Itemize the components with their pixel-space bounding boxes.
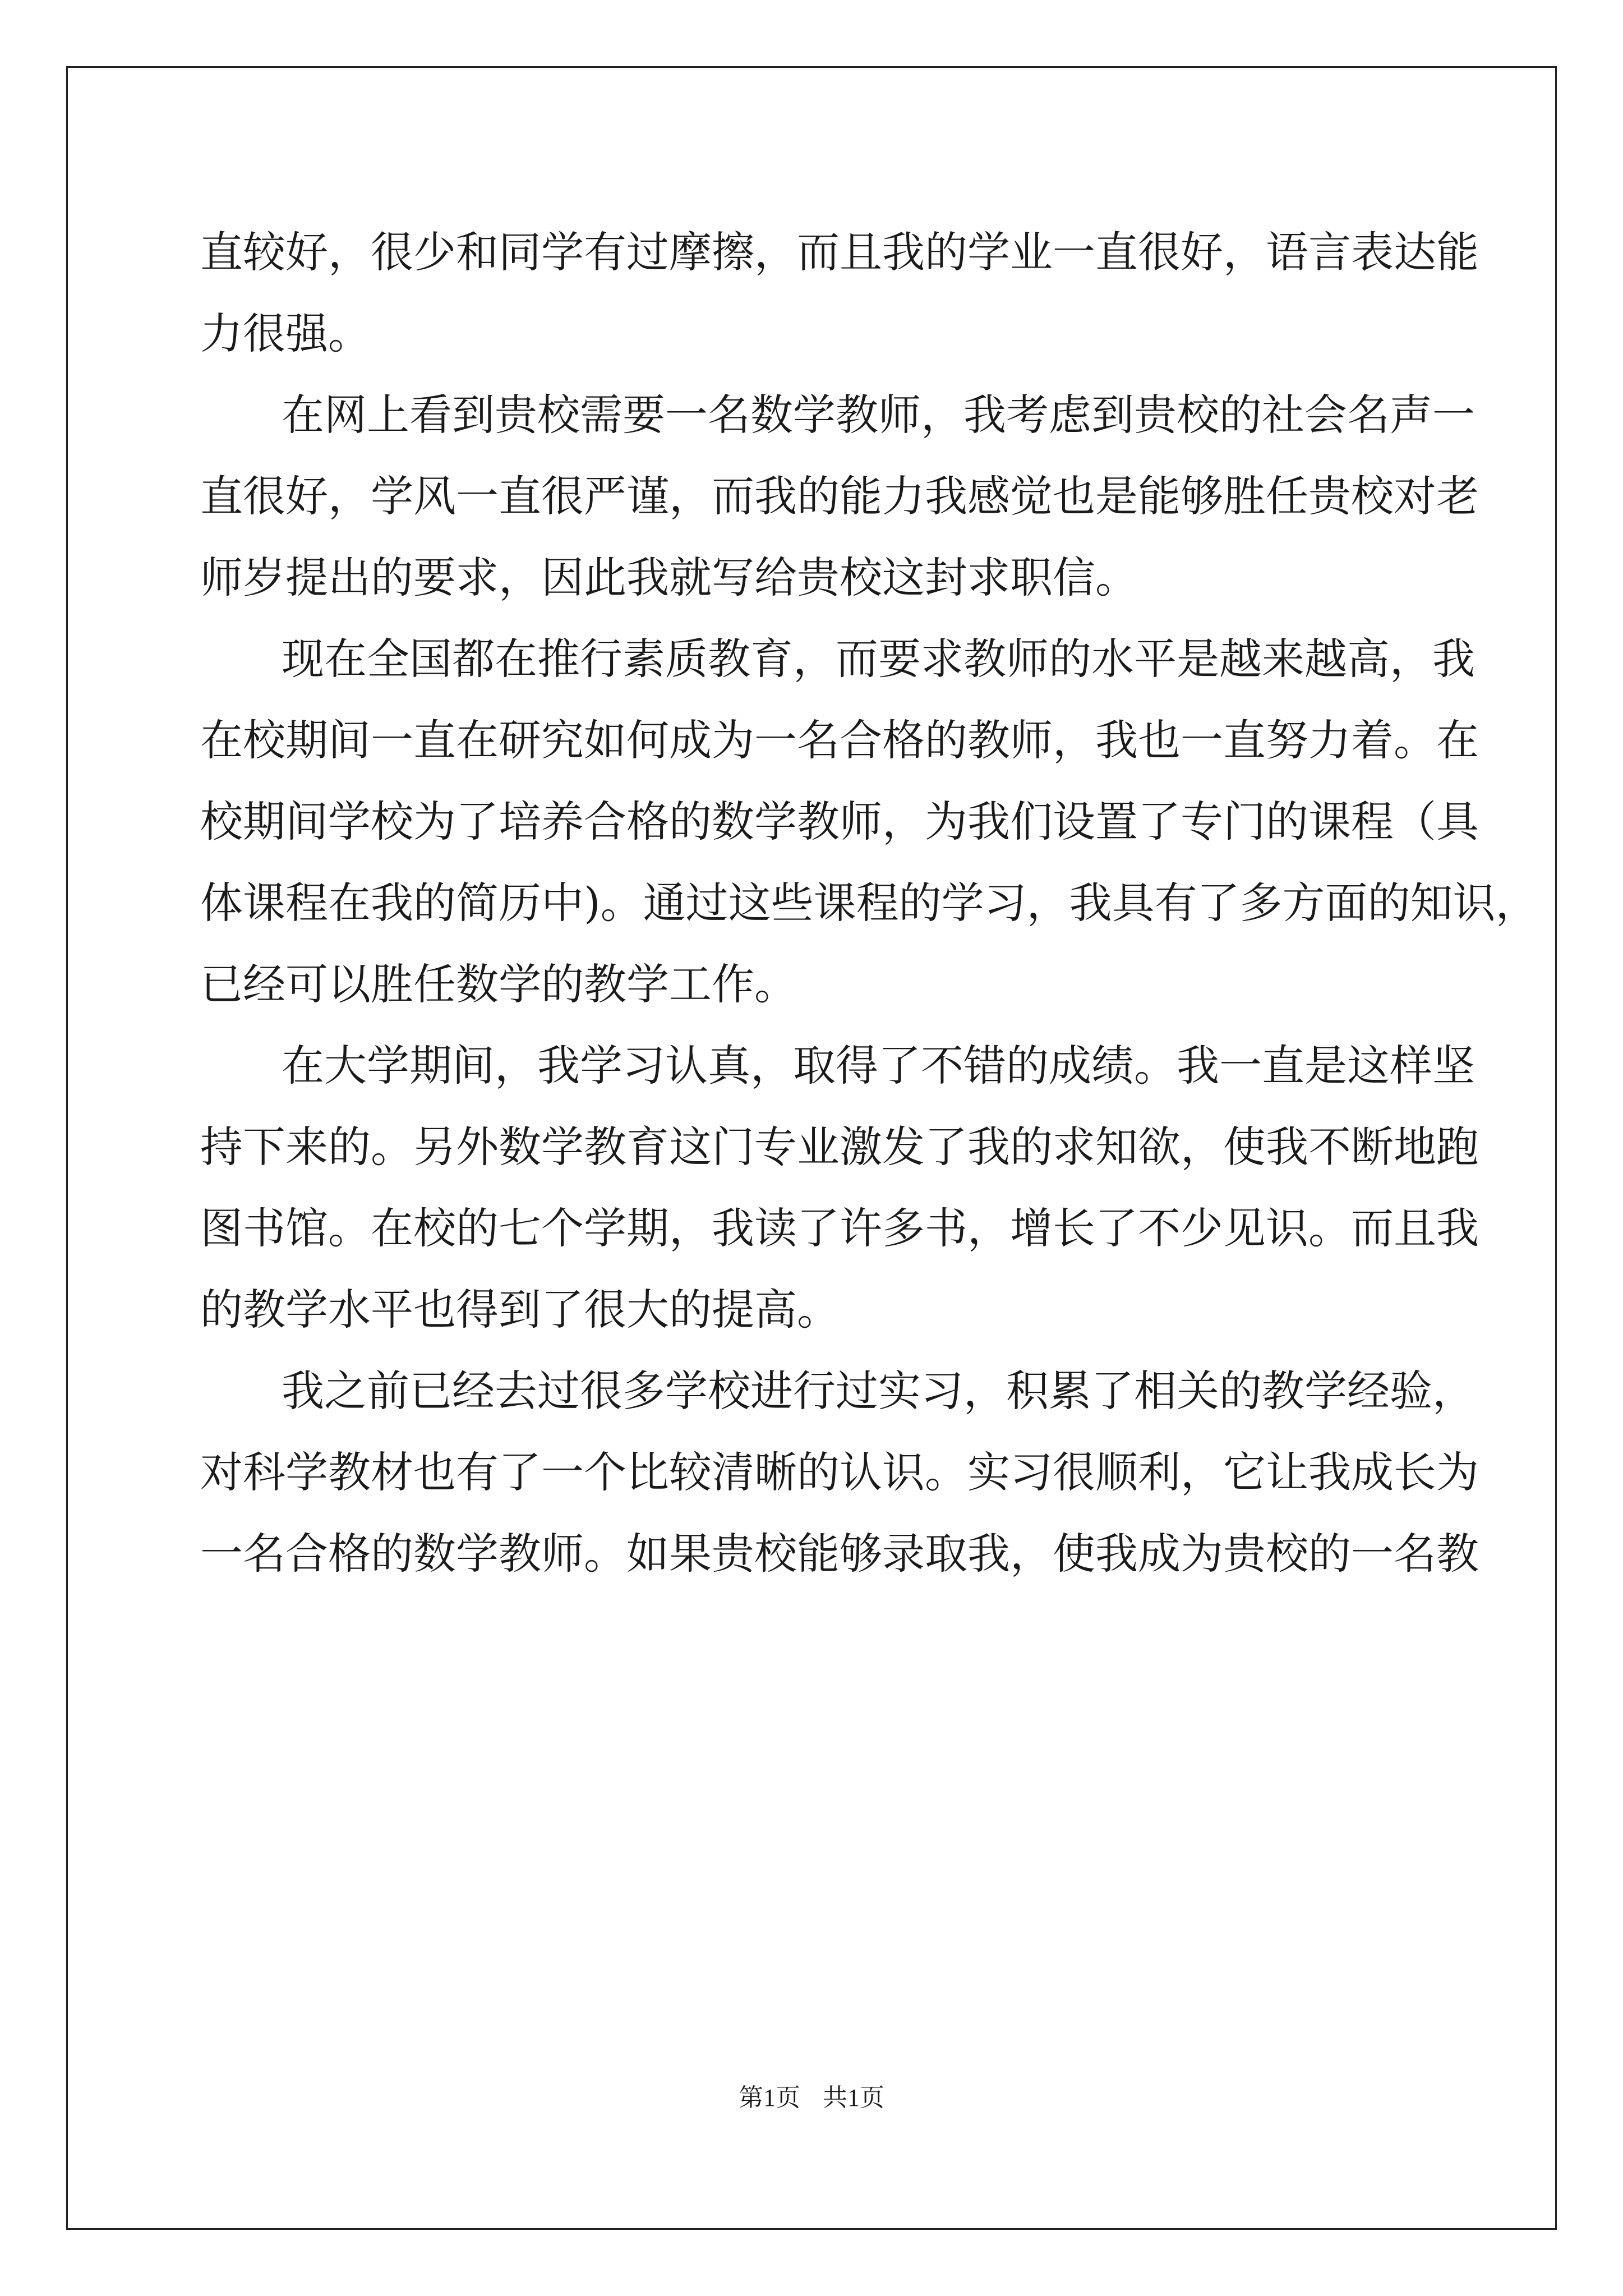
text-line: 体课程在我的简历中)。通过这些课程的学习，我具有了多方面的知识， bbox=[200, 878, 1538, 928]
text-line: 已经可以胜任数学的教学工作。 bbox=[200, 959, 797, 1009]
text-line: 师岁提出的要求，因此我就写给贵校这封求职信。 bbox=[200, 553, 1138, 602]
text-line: 图书馆。在校的七个学期，我读了许多书，增长了不少见识。而且我 bbox=[200, 1203, 1479, 1253]
text-line: 持下来的。另外数学教育这门专业激发了我的求知欲，使我不断地跑 bbox=[200, 1122, 1479, 1172]
paragraph-first-line: 我之前已经去过很多学校进行过实习，积累了相关的教学经验， bbox=[282, 1366, 1475, 1416]
page-footer bbox=[0, 2076, 1623, 2120]
text-line: 的教学水平也得到了很大的提高。 bbox=[200, 1285, 840, 1335]
text-line: 直较好，很少和同学有过摩擦，而且我的学业一直很好，语言表达能 bbox=[200, 227, 1479, 277]
text-line: 直很好，学风一直很严谨，而我的能力我感觉也是能够胜任贵校对老 bbox=[200, 471, 1479, 521]
text-line: 校期间学校为了培养合格的数学教师，为我们设置了专门的课程（具 bbox=[200, 797, 1479, 846]
text-line: 一名合格的数学教师。如果贵校能够录取我，使我成为贵校的一名教 bbox=[200, 1529, 1479, 1579]
paragraph-first-line: 在网上看到贵校需要一名数学教师，我考虑到贵校的社会名声一 bbox=[282, 390, 1475, 440]
page-number: 第1页 bbox=[739, 2084, 800, 2111]
page-total: 共1页 bbox=[823, 2084, 884, 2111]
paragraph-first-line: 现在全国都在推行素质教育，而要求教师的水平是越来越高，我 bbox=[282, 634, 1475, 684]
text-line: 力很强。 bbox=[200, 309, 371, 358]
text-line: 在校期间一直在研究如何成为一名合格的教师，我也一直努力着。在 bbox=[200, 715, 1479, 765]
paragraph-first-line: 在大学期间，我学习认真，取得了不错的成绩。我一直是这样坚 bbox=[282, 1041, 1475, 1091]
text-line: 对科学教材也有了一个比较清晰的认识。实习很顺利，它让我成长为 bbox=[200, 1447, 1479, 1497]
